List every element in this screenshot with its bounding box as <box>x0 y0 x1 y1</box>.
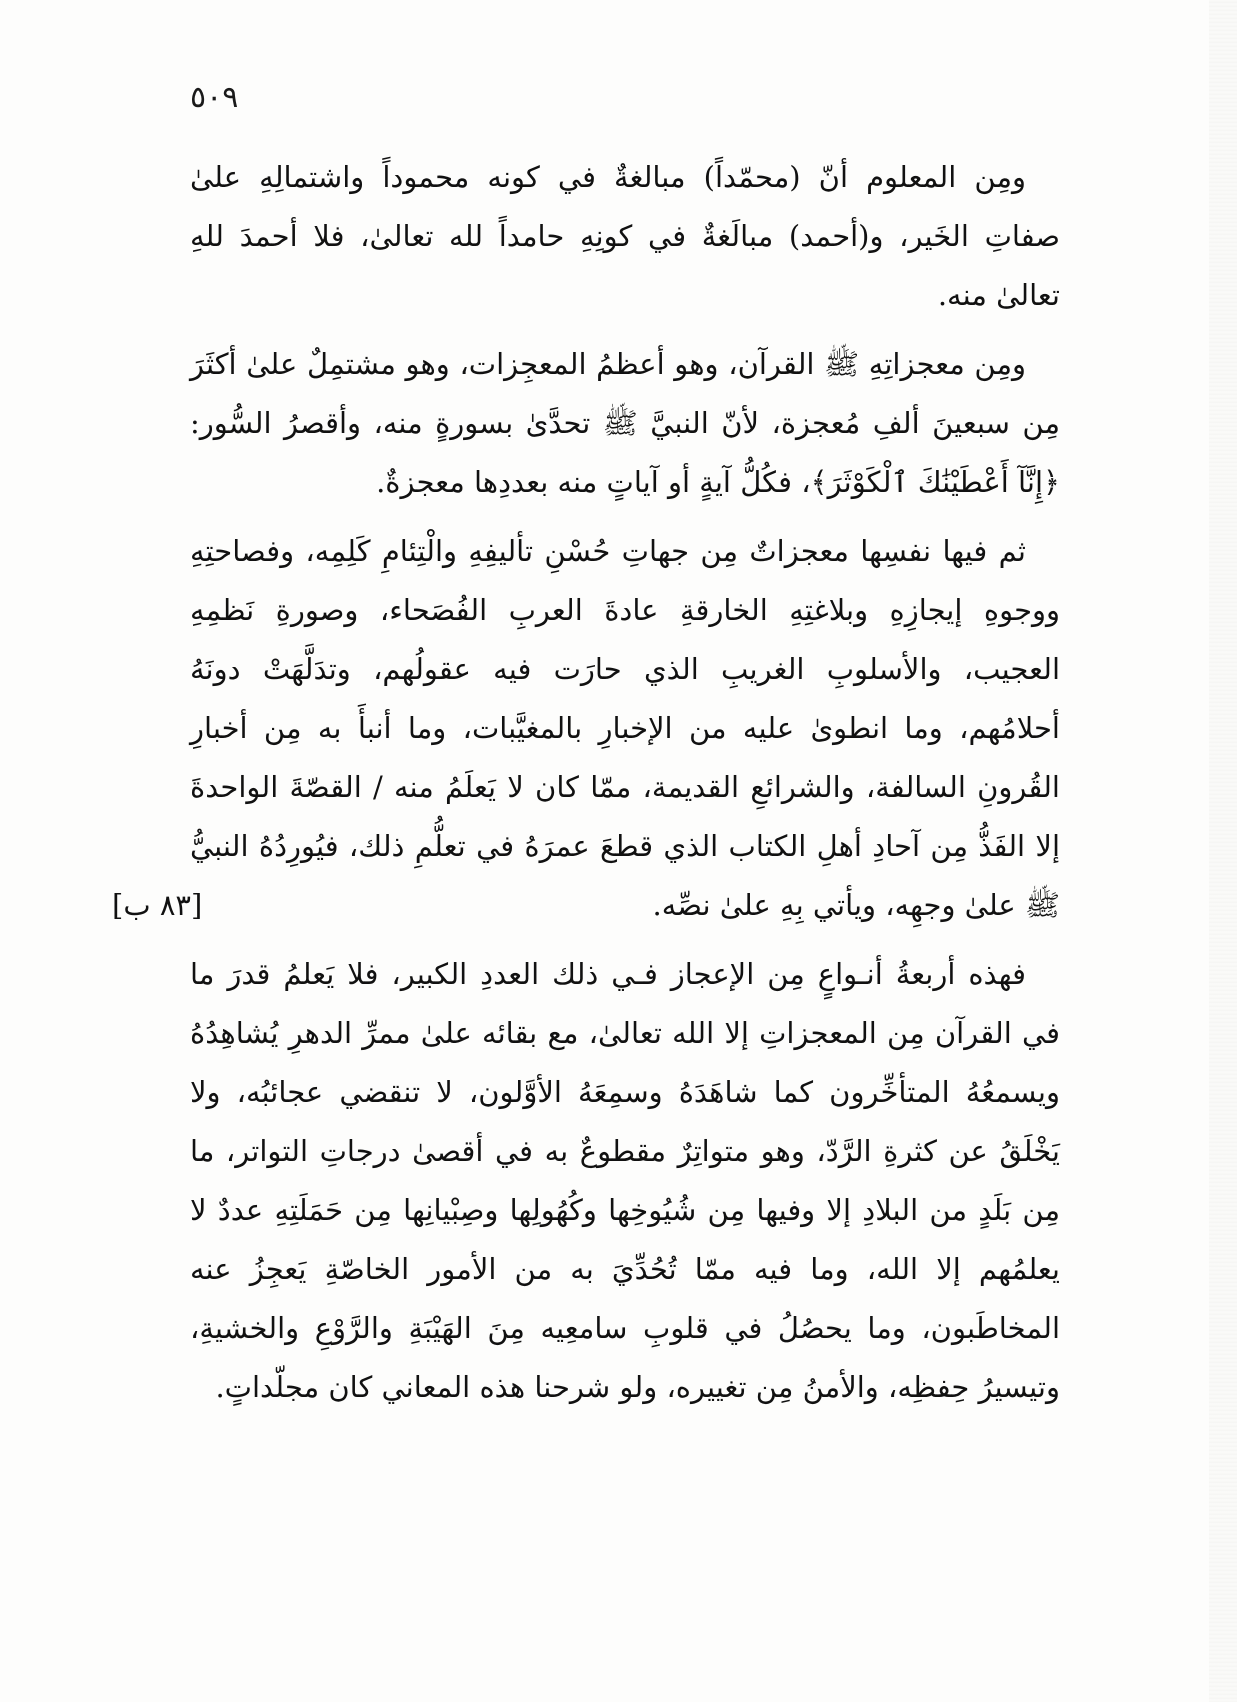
scan-edge-shading <box>1209 0 1237 1702</box>
paragraph-quran-miracle: ومِن معجزاتِهِ ﷺ القرآن، وهو أعظمُ المعجِزات، وهو مشتمِلٌ علىٰ أكثَرَ مِن سبعينَ ألفِ مُعجزة، لأنّ النبيَّ ﷺ تحدَّىٰ بسورةٍ منه، وأقصرُ السُّور: ﴿إِنَّآ أَعْطَيْنَٰكَ ٱلْكَوْثَرَ﴾، فكُلُّ آيةٍ أو آياتٍ منه بعددِها معجزةٌ. <box>190 347 1060 499</box>
paragraph-miracle-aspects-wrapper <box>112 522 1060 935</box>
page-number: ٥٠٩ <box>190 80 239 115</box>
paragraph-miracle-aspects: ثم فيها نفسِها معجزاتٌ مِن جهاتِ حُسْنِ تأليفِهِ والْتِئامِ كَلِمِه، وفصاحتِهِ ووجوهِ إيجازِهِ وبلاغتِهِ الخارقةِ عادةَ العربِ الفُصَحاء، وصورةِ نَظمِهِ العجيب، والأسلوبِ الغريبِ الذي حارَت فيه عقولُهم، وتدَلَّهَتْ دونَهُ أحلامُهم، وما انطوىٰ عليه من الإخبارِ بالمغيَّبات، وما أنبأَ به مِن أخبارِ القُرونِ السالفة، والشرائعِ القديمة، ممّا كان لا يَعلَمُ منه / القصّةَ الواحدةَ إلا الفَذُّ مِن آحادِ أهلِ الكتاب الذي قطعَ عمرَهُ في تعلُّمِ ذلك، فيُورِدُهُ النبيُّ ﷺ علىٰ وجهِه، ويأتي بِهِ علىٰ نصِّه. <box>190 534 1060 922</box>
body-text <box>112 148 1060 1427</box>
paragraph-name-muhammad: ومِن المعلوم أنّ (محمّداً) مبالغةٌ في كونه محموداً واشتمالِهِ علىٰ صفاتِ الخَير، و(أحمد) مبالَغةٌ في كونِهِ حامداً لله تعالىٰ، فلا أحمدَ للهِ تعالىٰ منه. <box>190 160 1060 312</box>
margin-folio-note: [٨٣ ب] <box>112 888 203 922</box>
paragraph-four-types: فهذه أربعةُ أنـواعٍ مِن الإعجاز فـي ذلك العددِ الكبير، فلا يَعلمُ قدرَ ما في القرآن مِن المعجزاتِ إلا الله تعالىٰ، مع بقائه علىٰ ممرِّ الدهرِ يُشاهِدُهُ ويسمعُهُ المتأخِّرون كما شاهَدَهُ وسمِعَهُ الأوَّلون، لا تنقضي عجائبُه، ولا يَخْلَقُ عن كثرةِ الرَّدّ، وهو متواتِرٌ مقطوعٌ به في أقصىٰ درجاتِ التواتر، ما مِن بَلَدٍ من البلادِ إلا وفيها مِن شُيُوخِها وكُهُولِها وصِبْيانِها مِن حَمَلَتِهِ عددٌ لا يعلمُهم إلا الله، وما فيه ممّا تُحُدِّيَ به من الأمور الخاصّةِ يَعجِزُ عنه المخاطَبون، وما يحصُلُ في قلوبِ سامعِيه مِنَ الهَيْبَةِ والرَّوْعِ والخشيةِ، وتيسيرُ حِفظِه، والأمنُ مِن تغييره، ولو شرحنا هذه المعاني كان مجلّداتٍ. <box>190 957 1060 1404</box>
